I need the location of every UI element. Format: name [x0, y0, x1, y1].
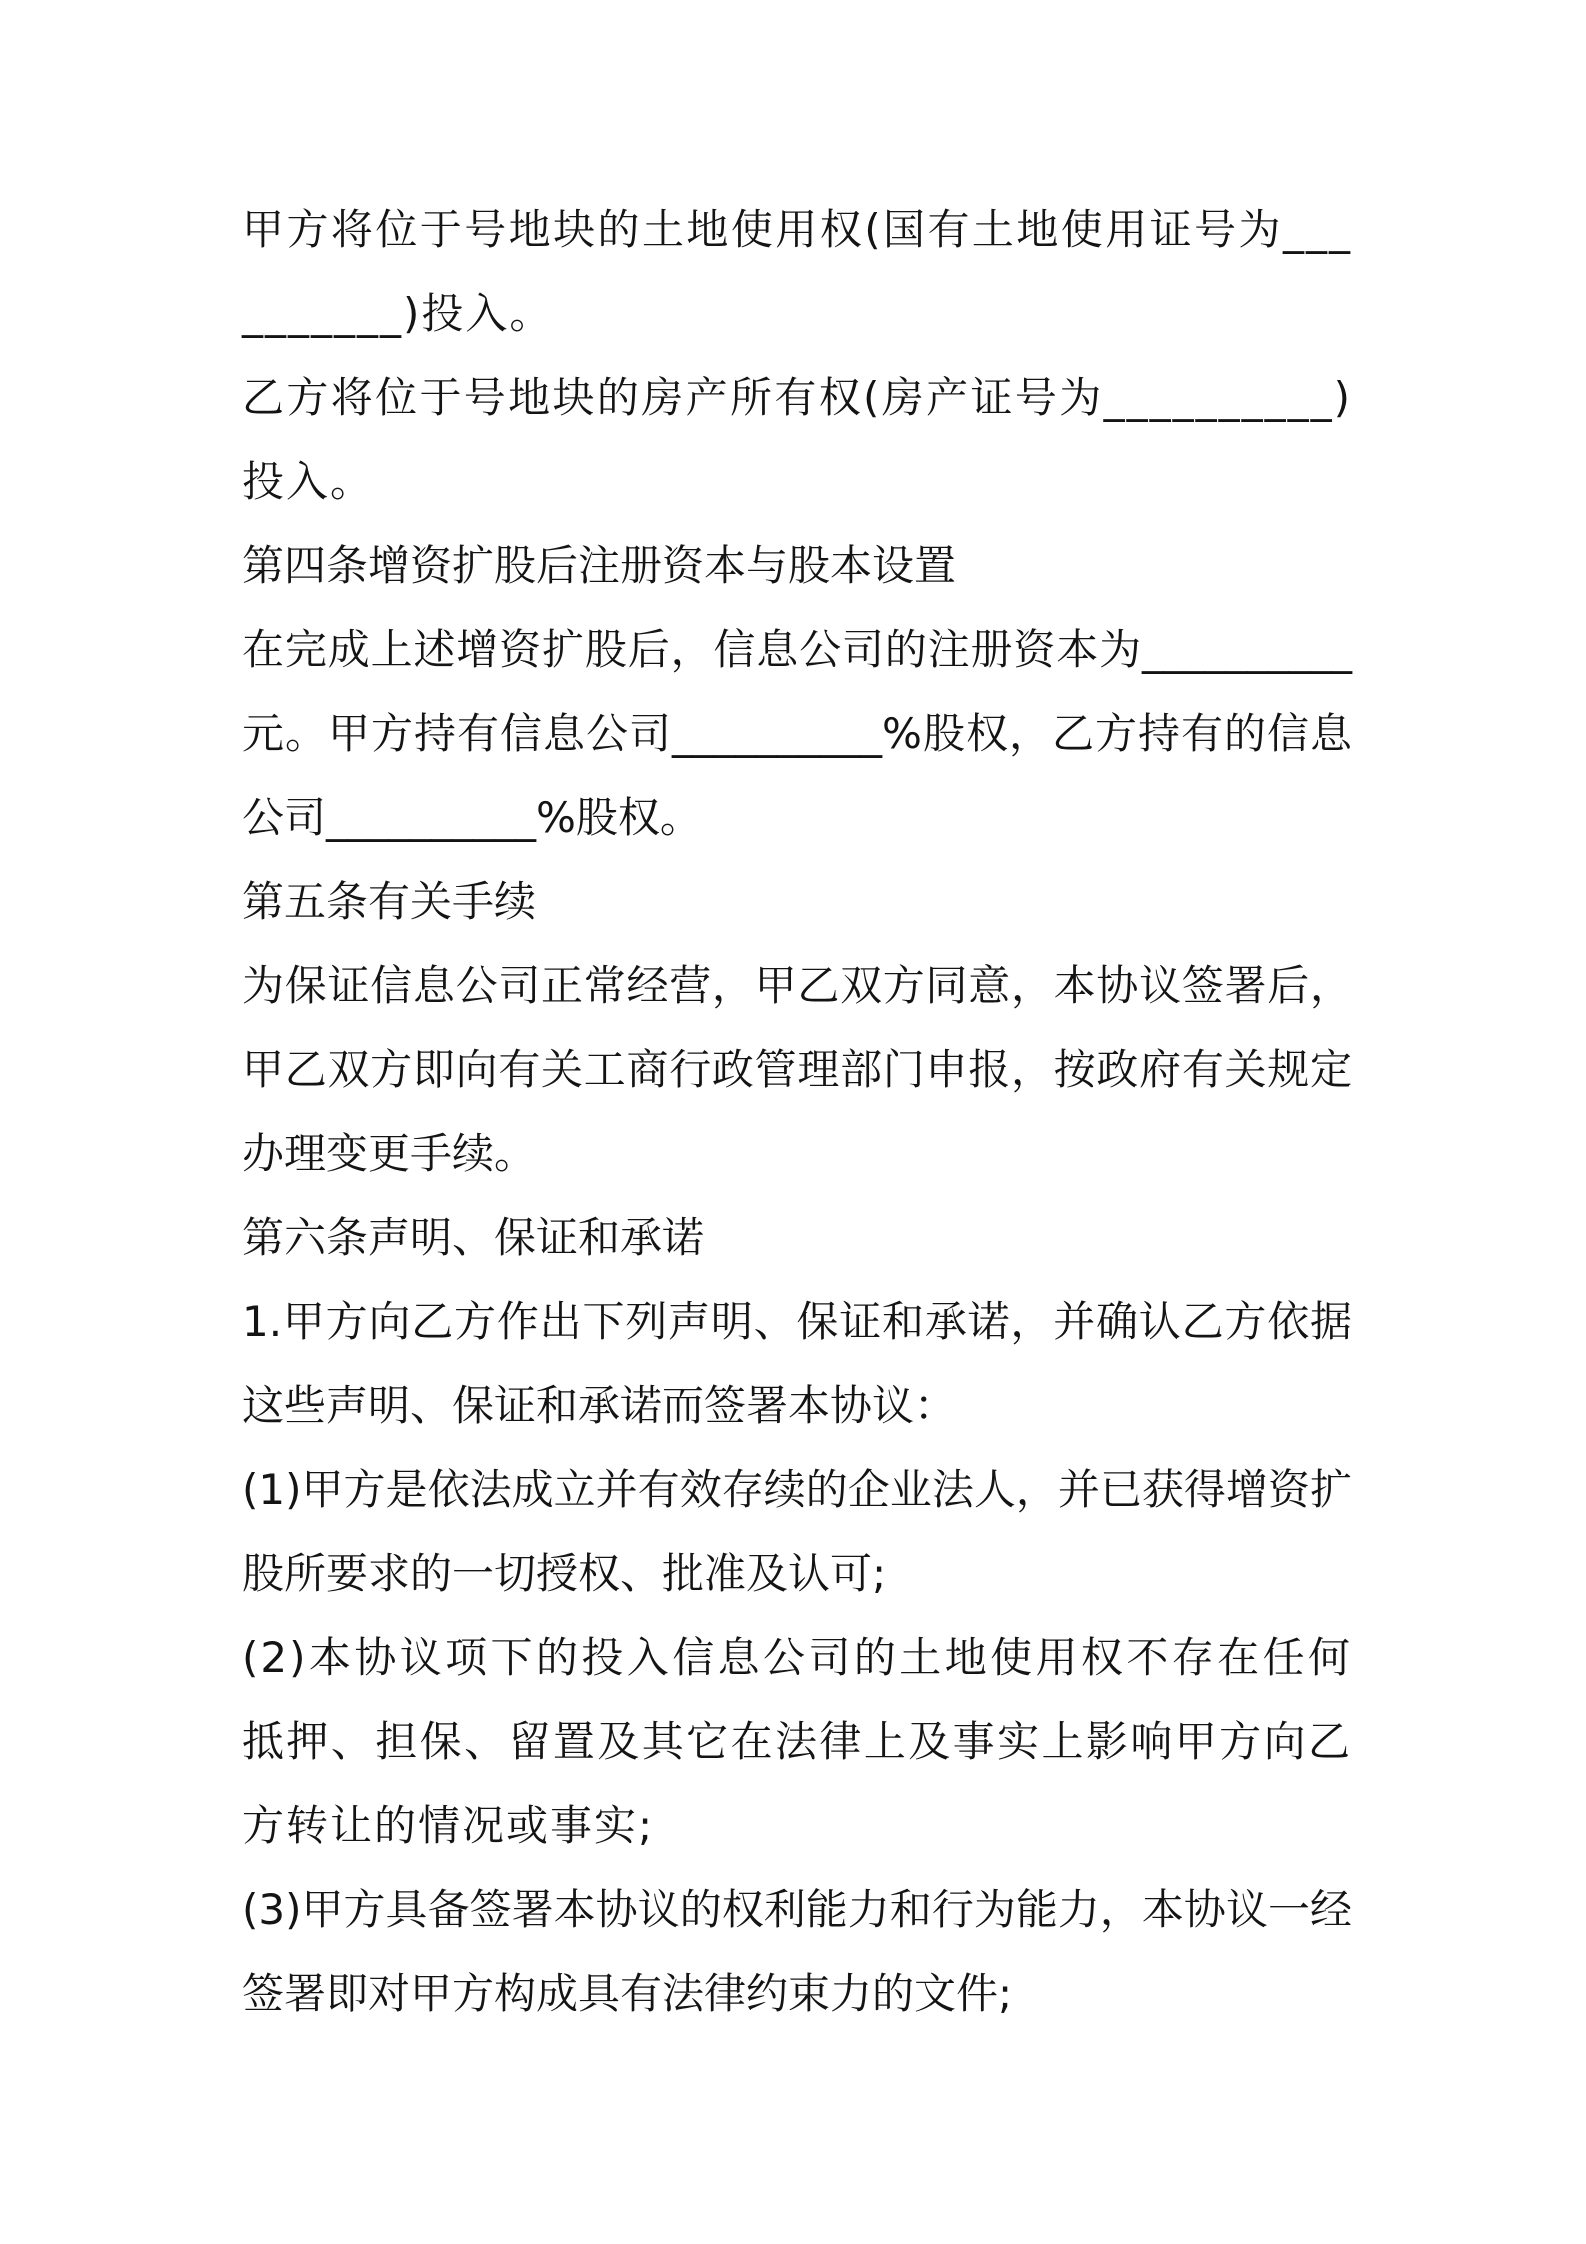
document-body [242, 188, 1352, 2036]
heading-article-5: 第五条有关手续 [242, 877, 537, 926]
heading-article-6: 第六条声明、保证和承诺 [242, 1213, 705, 1262]
heading-article-4: 第四条增资扩股后注册资本与股本设置 [242, 541, 957, 590]
paragraph-declarations-intro: 1.甲方向乙方作出下列声明、保证和承诺，并确认乙方依据这些声明、保证和承诺而签署本协议： [242, 1297, 1352, 1430]
paragraph-declaration-1: (1)甲方是依法成立并有效存续的企业法人，并已获得增资扩股所要求的一切授权、批准及认可; [242, 1465, 1352, 1598]
paragraph-property-ownership: 乙方将位于号地块的房产所有权(房产证号为__________)投入。 [242, 373, 1352, 506]
paragraph-procedures: 为保证信息公司正常经营，甲乙双方同意，本协议签署后，甲乙双方即向有关工商行政管理部门申报，按政府有关规定办理变更手续。 [242, 961, 1352, 1178]
paragraph-declaration-3: (3)甲方具备签署本协议的权利能力和行为能力，本协议一经签署即对甲方构成具有法律约束力的文件; [242, 1885, 1352, 2018]
paragraph-land-use-right: 甲方将位于号地块的土地使用权(国有土地使用证号为__________)投入。 [242, 205, 1352, 338]
paragraph-declaration-2: (2)本协议项下的投入信息公司的土地使用权不存在任何抵押、担保、留置及其它在法律上及事实上影响甲方向乙方转让的情况或事实; [242, 1633, 1352, 1850]
paragraph-registered-capital: 在完成上述增资扩股后，信息公司的注册资本为__________元。甲方持有信息公司__________%股权，乙方持有的信息公司__________%股权。 [242, 625, 1352, 842]
